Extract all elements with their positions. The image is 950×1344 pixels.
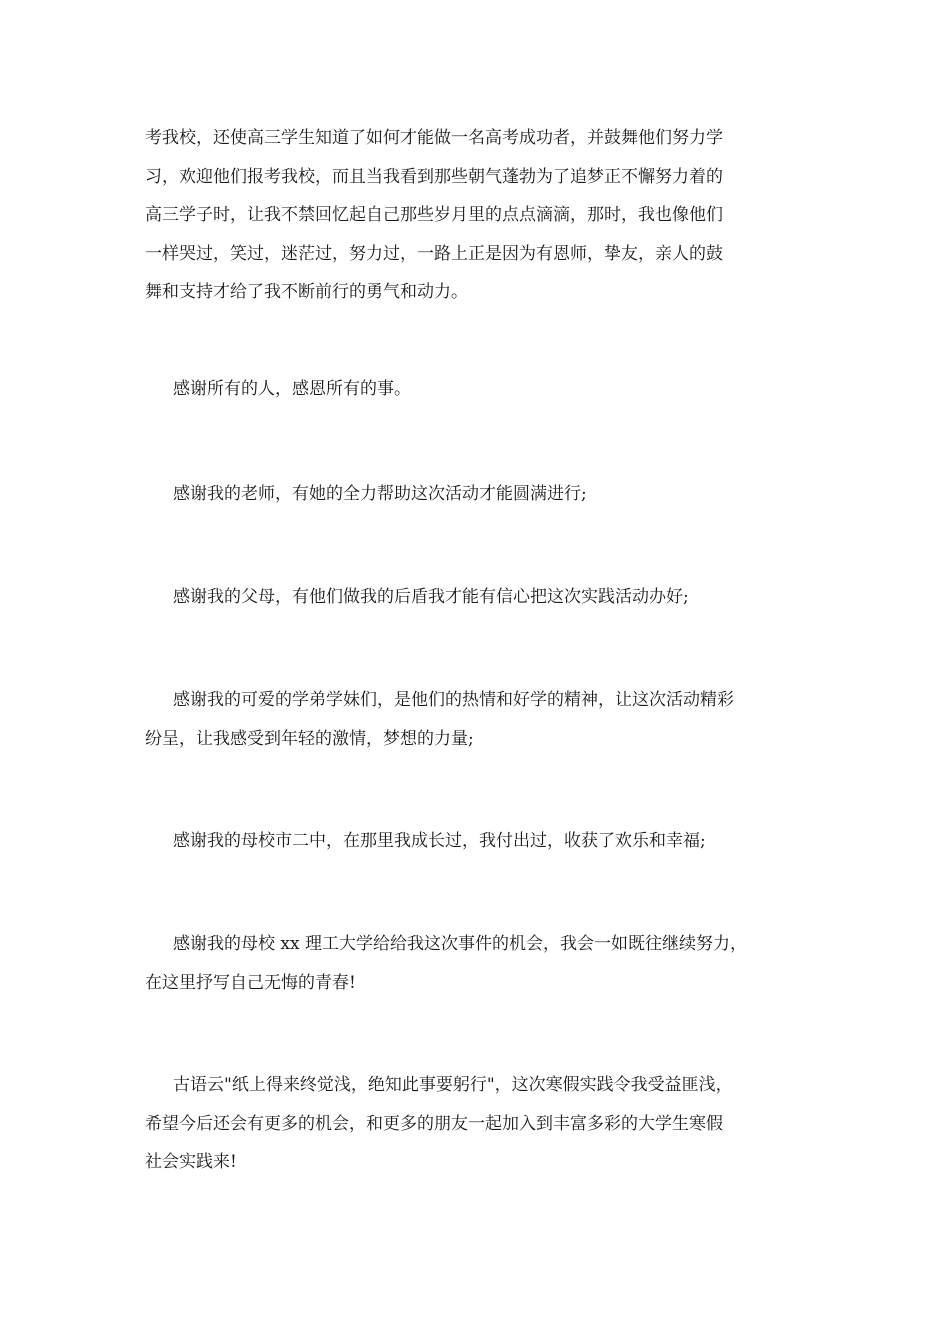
paragraph-thanks-parents bbox=[145, 578, 810, 617]
text-line: 舞和支持才给了我不断前行的勇气和动力。 bbox=[145, 282, 468, 302]
text-line bbox=[145, 1066, 810, 1105]
text-line: 希望今后还会有更多的机会，和更多的朋友一起加入到丰富多彩的大学生寒假 bbox=[145, 1113, 723, 1134]
text-line bbox=[145, 475, 810, 514]
text-line: 考我校，还使高三学生知道了如何才能做一名高考成功者，并鼓舞他们努力学 bbox=[145, 128, 723, 148]
paragraph-thanks-teacher bbox=[145, 475, 810, 514]
text-line: 在这里抒写自己无悔的青春! bbox=[145, 972, 356, 993]
paragraph-thanks-university bbox=[145, 925, 810, 1002]
paragraph-thanks-all bbox=[145, 370, 810, 409]
text-line: 一样哭过，笑过，迷茫过，努力过，一路上正是因为有恩师，挚友，亲人的鼓 bbox=[145, 243, 723, 264]
text-line-content: 感谢我的老师，有她的全力帮助这次活动才能圆满进行; bbox=[173, 484, 587, 504]
paragraph-thanks-highschool bbox=[145, 822, 810, 861]
paragraph-conclusion bbox=[145, 1066, 810, 1182]
text-line-content: 感谢所有的人，感恩所有的事。 bbox=[173, 379, 411, 399]
text-line-content: 古语云"纸上得来终觉浅，绝知此事要躬行"，这次寒假实践令我受益匪浅， bbox=[173, 1075, 733, 1095]
text-line bbox=[145, 370, 810, 409]
text-line-content: 感谢我的母校 xx 理工大学给给我这次事件的机会，我会一如既往继续努力， bbox=[173, 934, 747, 954]
text-line-content: 感谢我的可爱的学弟学妹们，是他们的热情和好学的精神，让这次活动精彩 bbox=[173, 690, 734, 710]
paragraph-continuation bbox=[145, 119, 810, 312]
text-line: 习，欢迎他们报考我校，而且当我看到那些朝气蓬勃为了追梦正不懈努力着的 bbox=[145, 166, 723, 187]
text-line: 高三学子时，让我不禁回忆起自己那些岁月里的点点滴滴，那时，我也像他们 bbox=[145, 205, 723, 225]
text-line bbox=[145, 681, 810, 720]
text-line bbox=[145, 925, 810, 964]
text-line: 社会实践来! bbox=[145, 1152, 237, 1172]
text-line: 纷呈，让我感受到年轻的激情，梦想的力量; bbox=[145, 728, 474, 749]
paragraph-thanks-juniors bbox=[145, 681, 810, 758]
text-line bbox=[145, 578, 810, 617]
text-line-content: 感谢我的父母，有他们做我的后盾我才能有信心把这次实践活动办好; bbox=[173, 587, 689, 607]
text-line-content: 感谢我的母校市二中，在那里我成长过，我付出过，收获了欢乐和幸福; bbox=[173, 831, 706, 851]
text-line bbox=[145, 822, 810, 861]
